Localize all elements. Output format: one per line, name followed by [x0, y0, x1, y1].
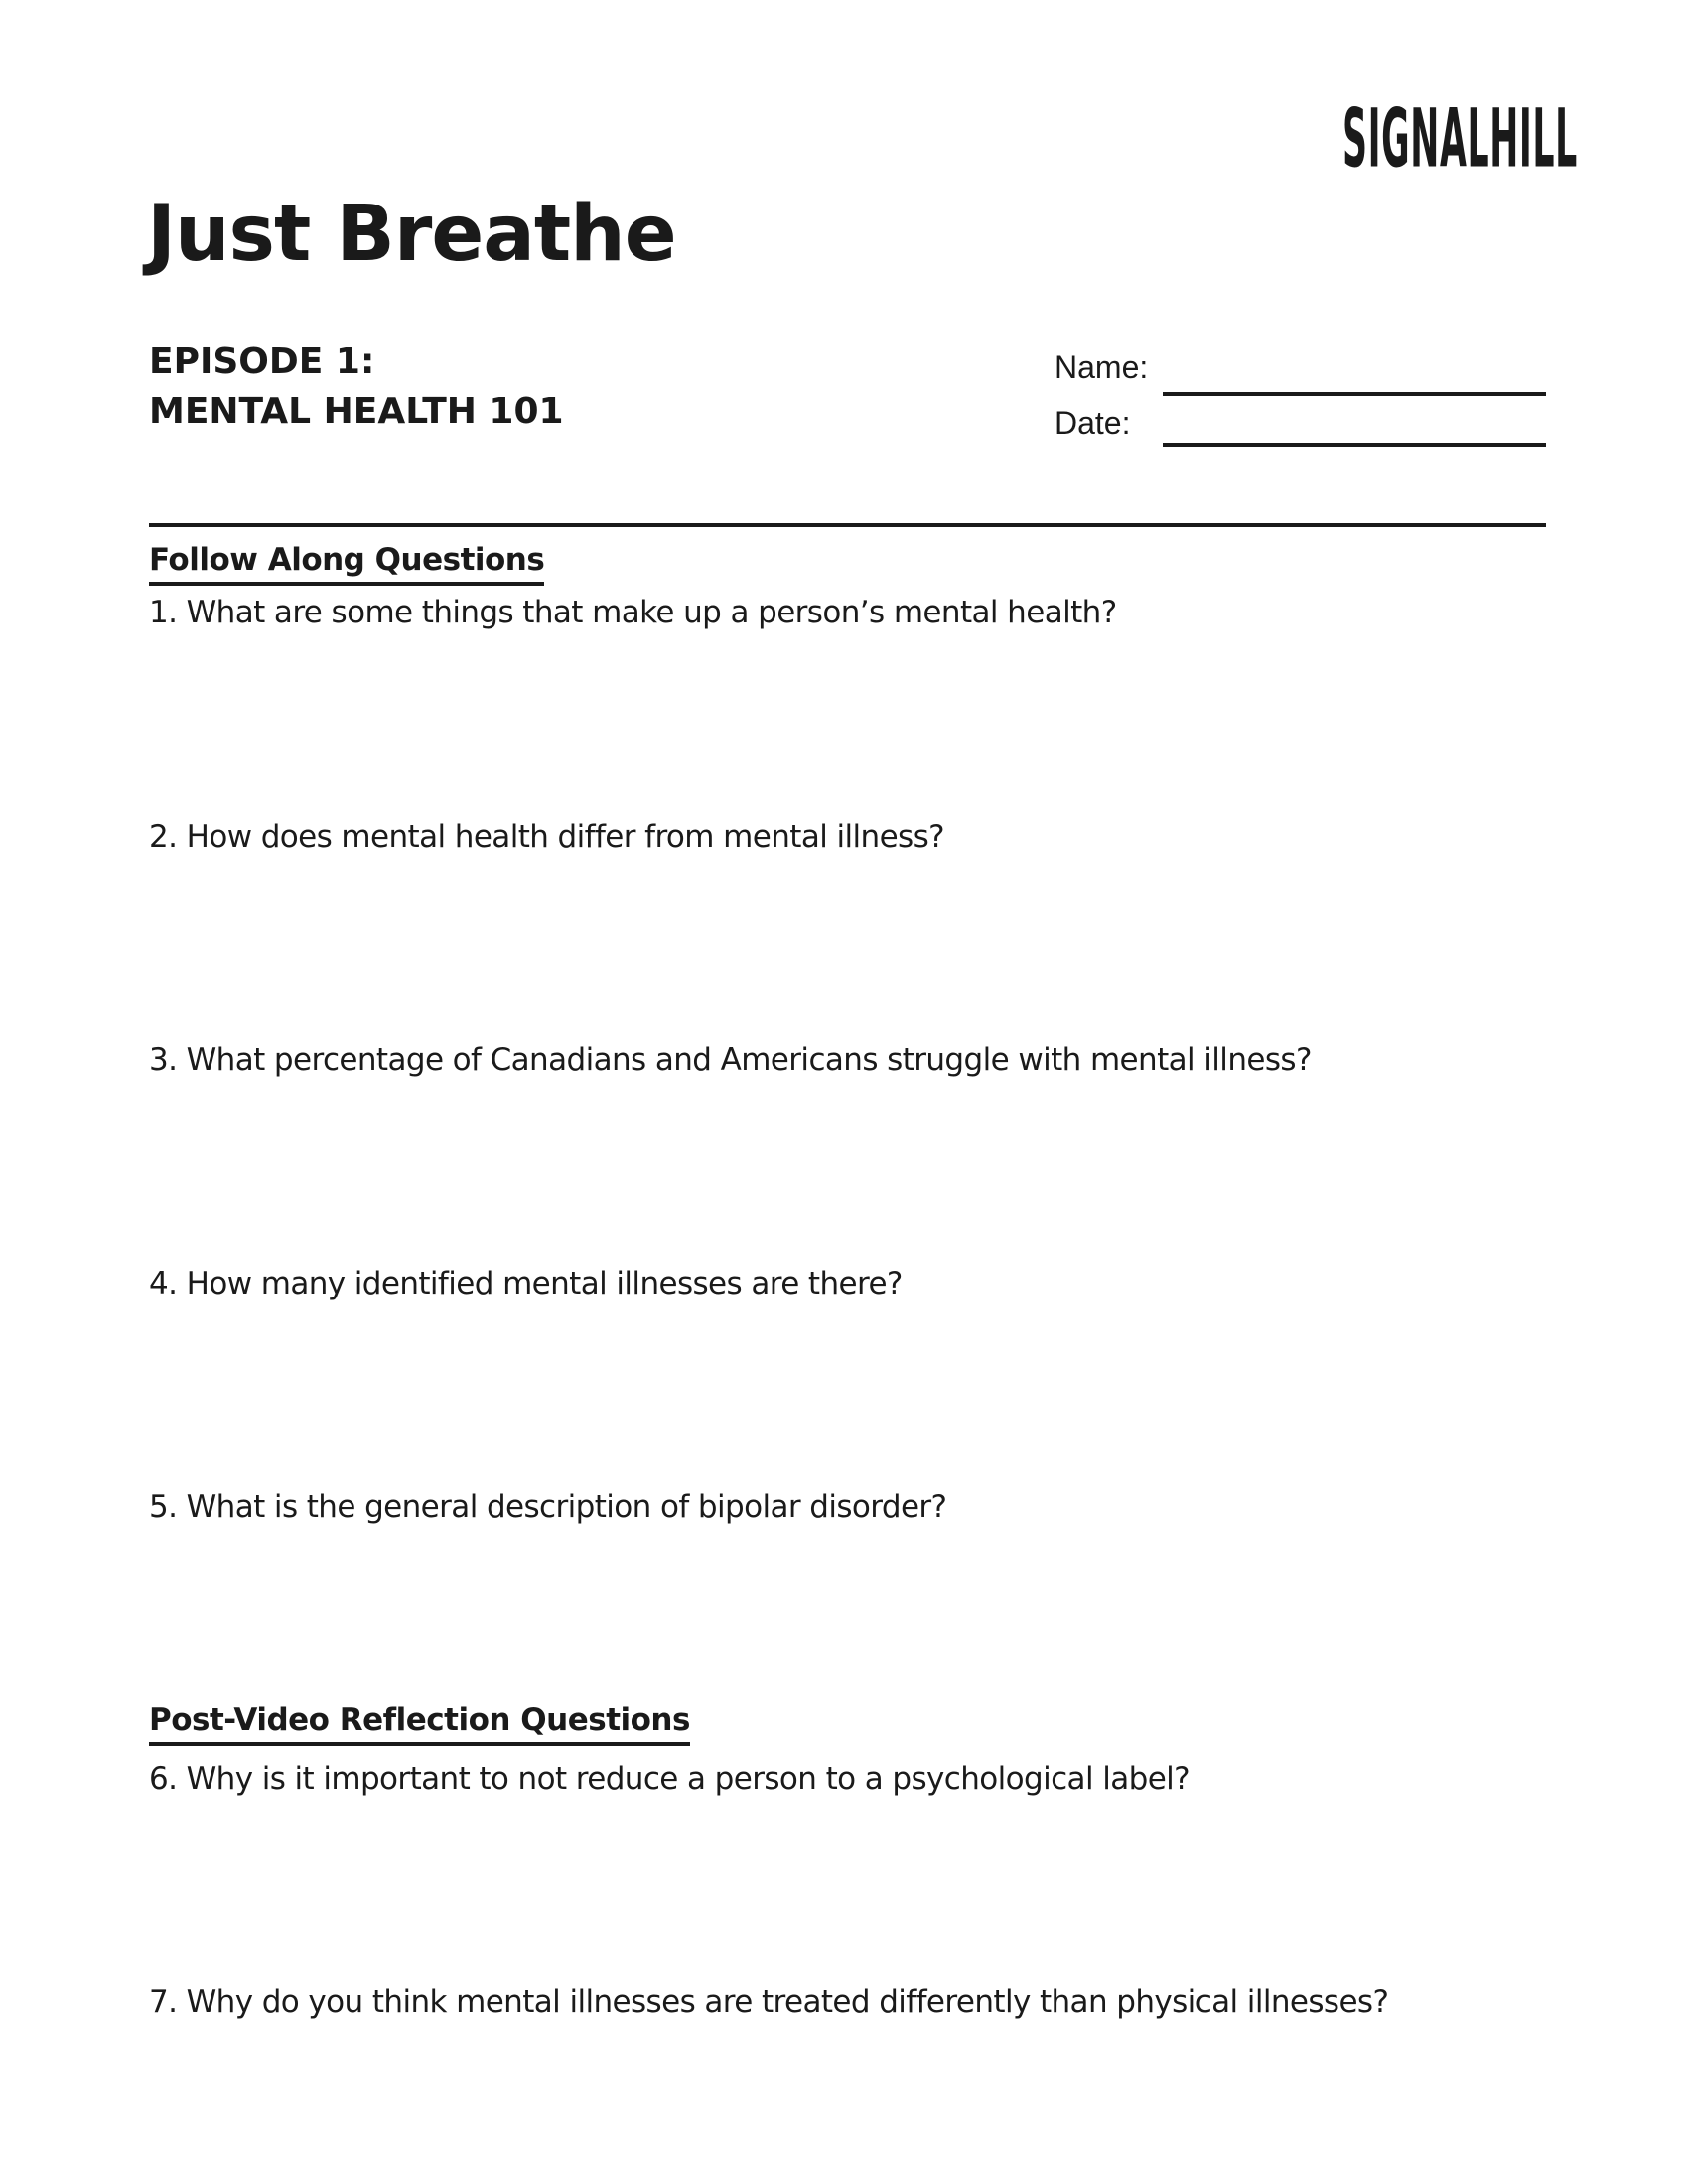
answer-space-3[interactable]	[149, 1087, 1546, 1256]
episode-heading	[149, 338, 564, 437]
date-field-line[interactable]	[1163, 443, 1546, 447]
question-6: 6. Why is it important to not reduce a person to a psychological label?	[149, 1761, 1191, 1797]
name-label: Name:	[1055, 349, 1149, 385]
question-4: 4. How many identified mental illnesses are there?	[149, 1266, 903, 1301]
section-divider	[149, 523, 1546, 527]
document-title: Just Breathe	[147, 190, 676, 279]
logo-text: SIGNALHILL	[1342, 92, 1578, 187]
episode-title: MENTAL HEALTH 101	[149, 391, 564, 432]
answer-space-2[interactable]	[149, 864, 1546, 1032]
question-5: 5. What is the general description of bipolar disorder?	[149, 1489, 947, 1525]
question-1: 1. What are some things that make up a person’s mental health?	[149, 595, 1117, 630]
answer-space-1[interactable]	[149, 640, 1546, 809]
question-3: 3. What percentage of Canadians and Americans struggle with mental illness?	[149, 1042, 1312, 1078]
post-video-heading: Post-Video Reflection Questions	[149, 1701, 690, 1746]
signalhill-logo	[1342, 92, 1586, 187]
answer-space-5[interactable]	[149, 1534, 1546, 1693]
answer-space-6[interactable]	[149, 1807, 1546, 1976]
name-field-line[interactable]	[1163, 392, 1546, 396]
question-7: 7. Why do you think mental illnesses are treated differently than physical illnesses?	[149, 1984, 1389, 2020]
date-label: Date:	[1055, 405, 1131, 441]
question-2: 2. How does mental health differ from mental illness?	[149, 819, 944, 855]
episode-number: EPISODE 1:	[149, 341, 375, 382]
answer-space-7[interactable]	[149, 2030, 1546, 2169]
follow-along-heading: Follow Along Questions	[149, 540, 544, 586]
answer-space-4[interactable]	[149, 1310, 1546, 1479]
